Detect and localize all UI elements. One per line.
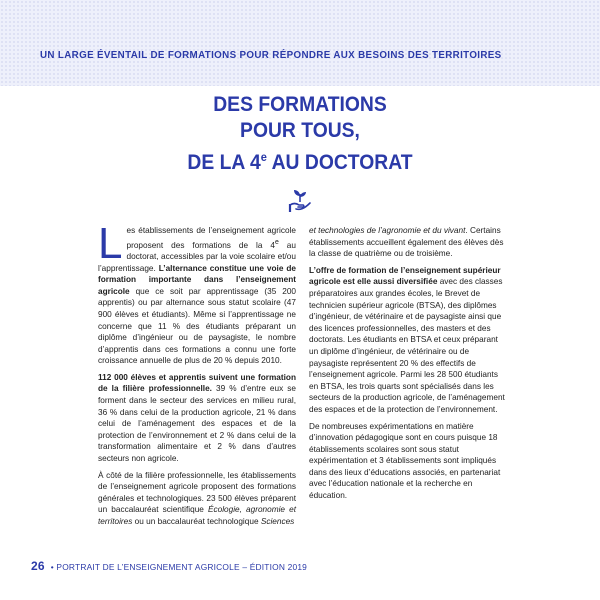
paragraph: À côté de la filière professionnelle, les établissements de l’enseignement agricole proposent des formations générales et technologiques. 23 500 élèves préparent un baccalauréat scientifique Écologie, agronomie et territoires ou un baccalauréat technologique Sciences xyxy=(98,470,296,526)
page-footer xyxy=(31,559,307,573)
paragraph: et technologies de l’agronomie et du vivant. Certains établissements accueillent également des élèves dès la classe de quatrième ou de troisième. xyxy=(309,226,504,259)
paragraph: De nombreuses expérimentations en matière d’innovation pédagogique sont en cours puisque 18 établissements scolaires sont sous statut expérimentation et 3 établissements sont impliqués dans des lieux d’éducations associés, en partenariat avec l’éducation nationale et la recherche en éducation. xyxy=(309,421,501,501)
section-heading: UN LARGE ÉVENTAIL DE FORMATIONS POUR RÉPONDRE AUX BESOINS DES TERRITOIRES xyxy=(40,50,502,61)
paragraph: Les établissements de l’enseignement agricole proposent des formations de la 4e au doctorat, accessibles par la voie scolaire et/ou l’apprentissage. L’alternance constitue une voie de formation importante dans l’enseignement agricole que ce soit par apprentissage (35 200 apprentis) ou par alternance sous statut scolaire (47 900 élèves et étudiants). Même si l’apprentissage ne concerne que 11 % des étudiants préparant un diplôme d’ingénieur ou de paysagiste, le nombre d’apprentis dans ces formations a connu une forte croissance annuelle de plus de 20 % depuis 2010. xyxy=(98,219,296,366)
header-banner xyxy=(0,0,600,86)
title-line-2: POUR TOUS, xyxy=(240,119,360,142)
paragraph: 112 000 élèves et apprentis suivent une formation de la filière professionnelle. 39 % d’entre eux se forment dans le secteur des services en milieu rural, 36 % dans celui de la production agricole, 21 % dans celui de l’aménagement des espaces et de la protection de l’environnement et 2 % dans celui de la transformation alimentaire et 2 % dans d’autres secteurs non agricole. xyxy=(98,372,296,464)
page-title xyxy=(24,92,576,176)
page-number: 26 xyxy=(31,559,45,573)
title-line-3: DE LA 4e AU DOCTORAT xyxy=(187,150,413,174)
title-line-1: DES FORMATIONS xyxy=(213,93,387,116)
hand-plant-icon xyxy=(288,188,312,214)
text-column-left xyxy=(98,219,296,533)
text-column-right xyxy=(309,225,507,507)
paragraph: L’offre de formation de l’enseignement supérieur agricole est elle aussi diversifiée avec des classes préparatoires aux grandes écoles, le Brevet de technicien supérieur agricole (BTSA), des diplômes d’ingénieur, de vétérinaire et de paysagiste ainsi que des licences professionnelles, des masters et des doctorats. Les étudiants en BTSA et ceux préparant un diplôme d’ingénieur, de vétérinaire ou de paysagiste représentent 20 % des effectifs de l’enseignement agricole. Parmi les 28 500 étudiants en BTSA, les trois quarts sont spécialisés dans les secteurs de la production agricole, de l’aménagement des espaces et de la protection de l’environnement. xyxy=(309,265,505,414)
footer-text: • PORTRAIT DE L’ENSEIGNEMENT AGRICOLE – ÉDITION 2019 xyxy=(50,562,308,572)
drop-cap: L xyxy=(98,219,123,268)
